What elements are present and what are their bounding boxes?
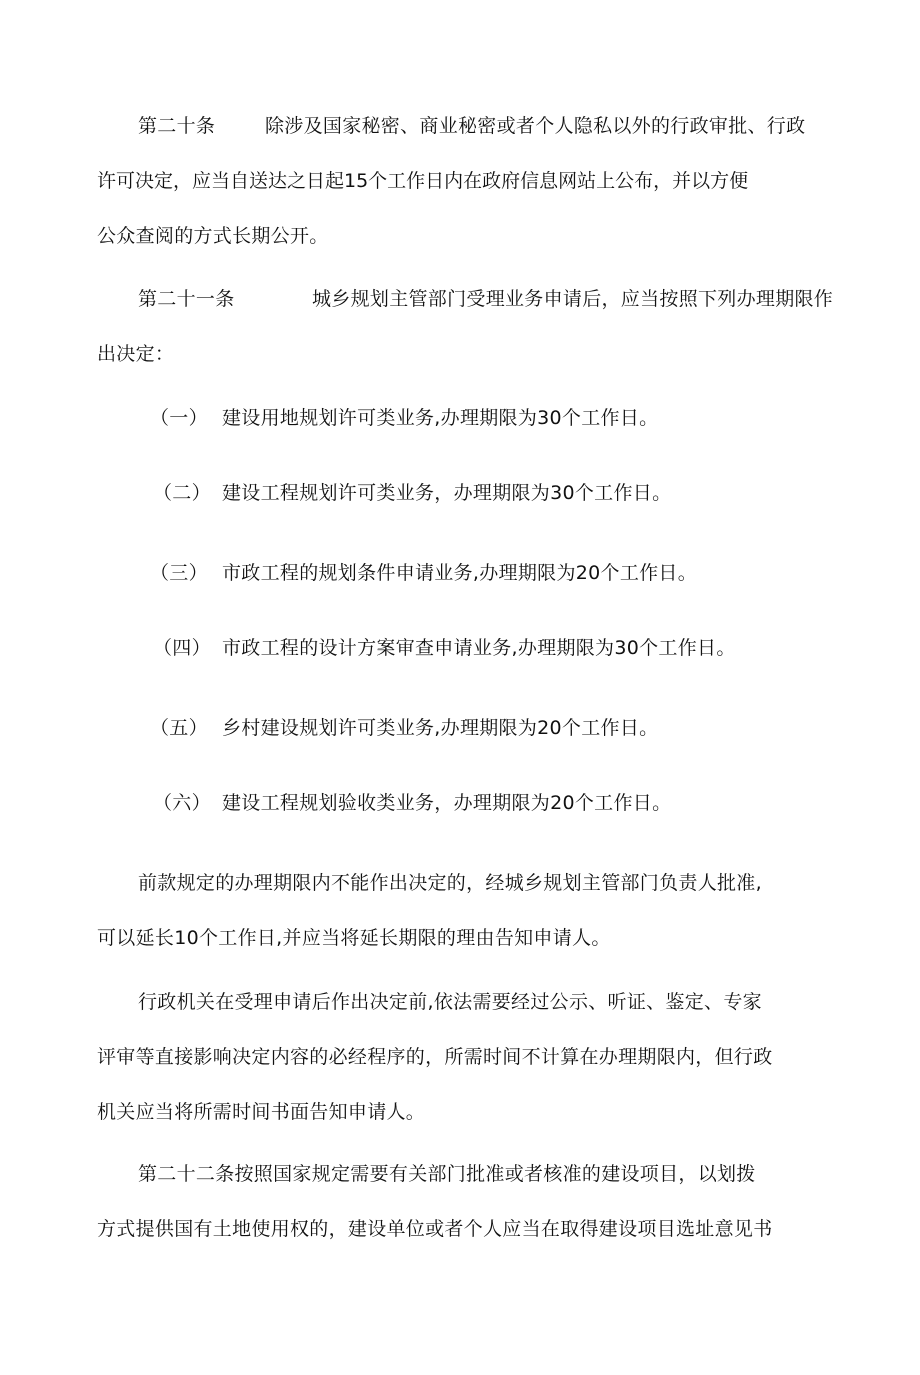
list-item: 市政工程的设计方案审查申请业务,办理期限为30个工作日。: [222, 637, 736, 659]
list-item-marker: （一）: [150, 407, 208, 429]
list-item-marker: （五）: [150, 717, 208, 739]
list-item-marker: （三）: [150, 562, 208, 584]
article-22-line-1: 第二十二条按照国家规定需要有关部门批准或者核准的建设项目，以划拨: [138, 1163, 756, 1185]
article-21-para-2-line-1: 前款规定的办理期限内不能作出决定的，经城乡规划主管部门负责人批准,: [138, 872, 762, 894]
article-21-line-1: 城乡规划主管部门受理业务申请后，应当按照下列办理期限作: [312, 288, 834, 310]
list-item: 建设工程规划许可类业务，办理期限为30个工作日。: [222, 482, 672, 504]
article-22-line-2: 方式提供国有土地使用权的，建设单位或者个人应当在取得建设项目选址意见书: [97, 1218, 773, 1240]
article-21-para-2-line-2: 可以延长10个工作日,并应当将延长期限的理由告知申请人。: [97, 927, 611, 949]
list-item: 建设用地规划许可类业务,办理期限为30个工作日。: [222, 407, 659, 429]
list-item-marker: （二）: [153, 482, 211, 504]
list-item: 市政工程的规划条件申请业务,办理期限为20个工作日。: [222, 562, 698, 584]
list-item: 乡村建设规划许可类业务,办理期限为20个工作日。: [222, 717, 659, 739]
article-21-para-3-line-2: 评审等直接影响决定内容的必经程序的，所需时间不计算在办理期限内，但行政: [97, 1046, 773, 1068]
article-21-para-3-line-3: 机关应当将所需时间书面告知申请人。: [97, 1101, 426, 1123]
list-item-marker: （四）: [153, 637, 211, 659]
article-20-label: 第二十条: [138, 115, 216, 137]
list-item-marker: （六）: [153, 792, 211, 814]
article-20-line-1: 除涉及国家秘密、商业秘密或者个人隐私以外的行政审批、行政: [265, 115, 806, 137]
article-21-line-2: 出决定：: [97, 343, 175, 365]
article-20-line-3: 公众查阅的方式长期公开。: [97, 225, 329, 247]
article-20-line-2: 许可决定，应当自送达之日起15个工作日内在政府信息网站上公布，并以方便: [97, 170, 749, 192]
list-item: 建设工程规划验收类业务，办理期限为20个工作日。: [222, 792, 672, 814]
article-21-label: 第二十一条: [138, 288, 235, 310]
article-21-para-3-line-1: 行政机关在受理申请后作出决定前,依法需要经过公示、听证、鉴定、专家: [138, 991, 762, 1013]
